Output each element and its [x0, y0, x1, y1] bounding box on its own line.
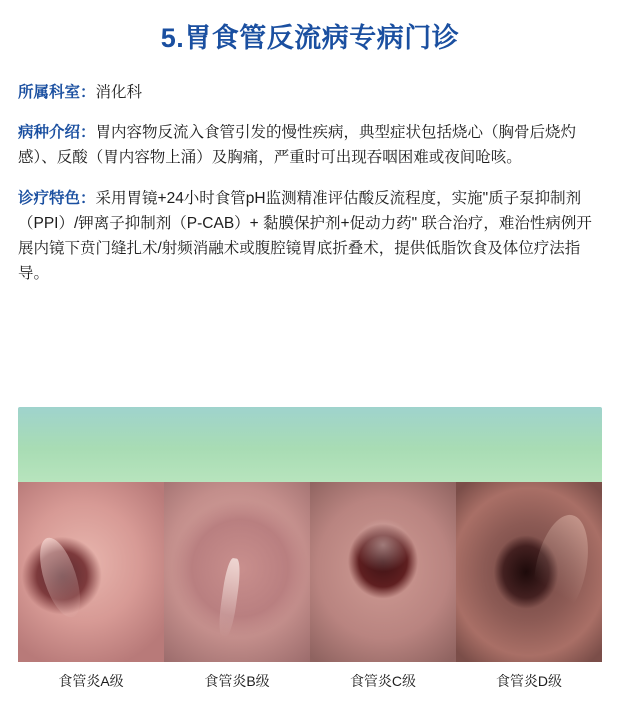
caption-grade-d: 食管炎D级 — [495, 673, 563, 689]
endoscopy-image-row — [18, 482, 602, 662]
section-department — [18, 80, 602, 105]
section-department-label: 所属科室： — [18, 84, 96, 102]
section-treatment-features-text: 采用胃镜+24小时食管pH监测精准评估酸反流程度，实施"质子泵抑制剂（PPI）/钾离子抑制剂（P-CAB）+ 黏膜保护剂+促动力药" 联合治疗，难治性病例开展内镜下贲门缝扎术/射频消融术或腹腔镜胃底折叠术，提供低脂饮食及体位疗法指导。 — [18, 189, 592, 283]
gallery-gradient-banner — [18, 407, 602, 482]
endoscopy-image-grade-a — [18, 482, 164, 662]
section-treatment-features-label: 诊疗特色： — [18, 189, 96, 207]
page-title: 5.胃食管反流病专病门诊 — [160, 23, 460, 53]
endoscopy-gallery — [18, 407, 602, 691]
endoscopy-image-grade-c — [310, 482, 456, 662]
section-introduction-text: 胃内容物反流入食管引发的慢性疾病，典型症状包括烧心（胸骨后烧灼感）、反酸（胃内容物上涌）及胸痛，严重时可出现吞咽困难或夜间呛咳。 — [18, 123, 577, 166]
endoscopy-caption-row — [18, 671, 602, 691]
document-page — [0, 22, 620, 719]
caption-grade-a: 食管炎A级 — [58, 673, 124, 689]
section-treatment-features — [18, 186, 602, 286]
endoscopy-image-grade-b — [164, 482, 310, 662]
section-introduction — [18, 120, 602, 170]
caption-grade-b: 食管炎B级 — [204, 673, 270, 689]
caption-grade-c: 食管炎C级 — [349, 673, 417, 689]
section-department-text: 消化科 — [95, 84, 143, 102]
section-introduction-label: 病种介绍： — [18, 123, 96, 141]
endoscopy-image-grade-d — [456, 482, 602, 662]
